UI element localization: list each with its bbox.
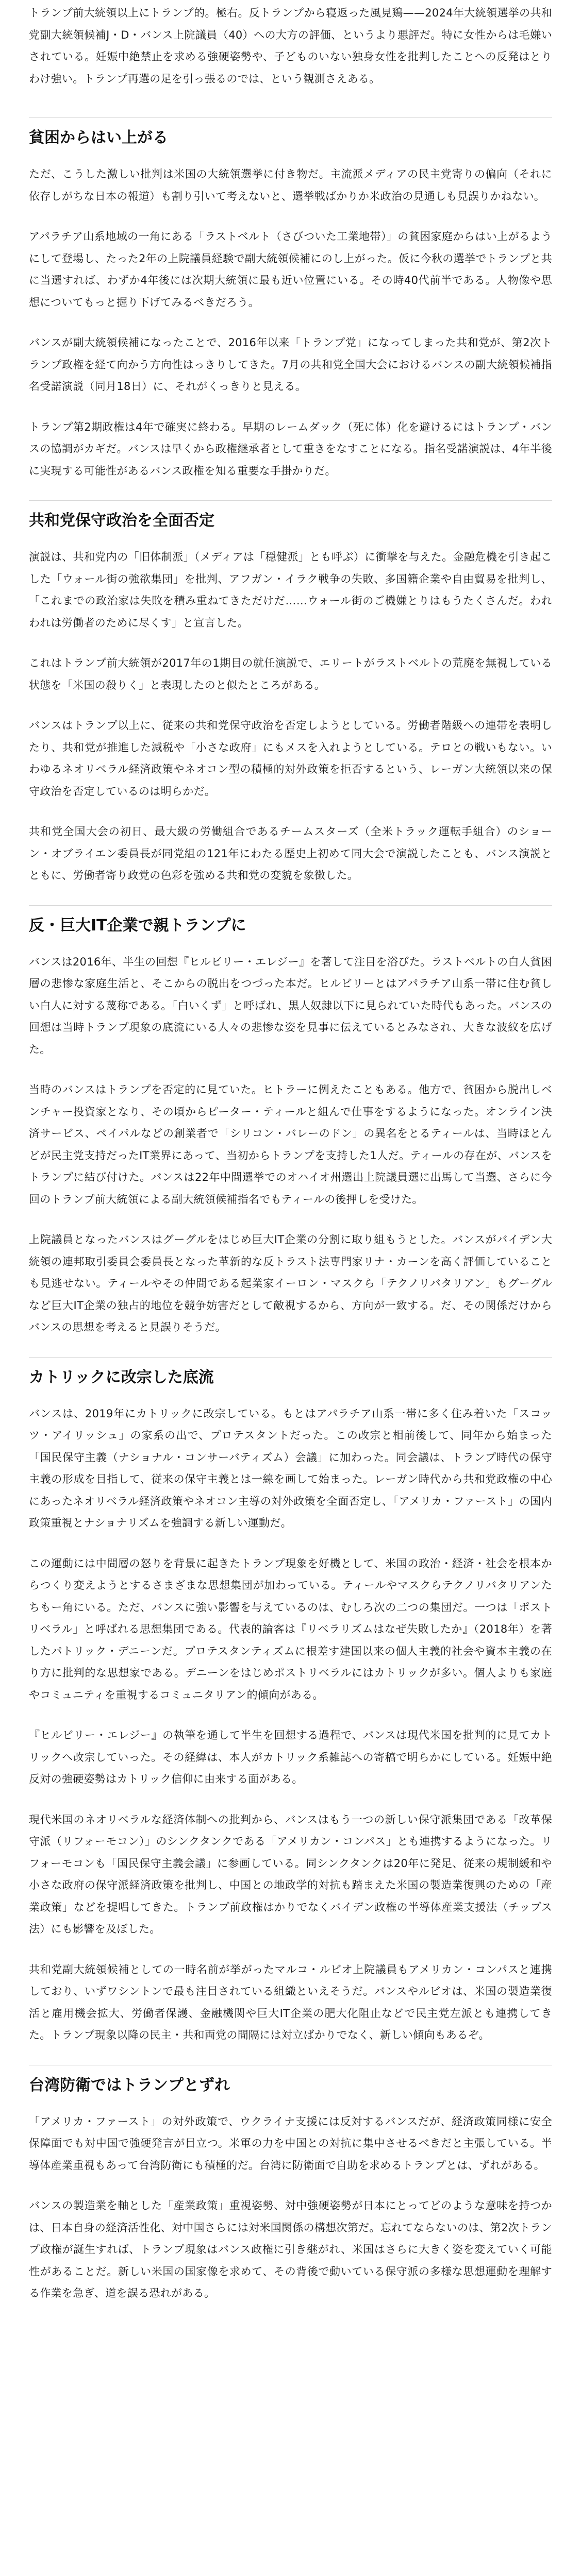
- body-paragraph: ただ、こうした激しい批判は米国の大統領選挙に付き物だ。主流派メディアの民主党寄りの偏向（それに依存しがちな日本の報道）も割り引いて考えないと、選挙戦ばかりか米政治の見通しも見誤りかねない。: [29, 168, 552, 202]
- body-paragraph: 共和党副大統領候補としての一時名前が挙がったマルコ・ルビオ上院議員もアメリカン・コンパスと連携しており、いずワシントンで最も注目されている組織といえそうだ。バンスやルビオは、米国の製造業復活と雇用機会拡大、労働者保護、金融機関や巨大IT企業の肥大化阻止などで民主党左派とも連携してきた。トランプ現象以降の民主・共和両党の間隔には対立ばかりでなく、新しい傾向もあるぞ。: [29, 1963, 552, 2041]
- section-heading: カトリックに改宗した底流: [29, 1357, 552, 1388]
- body-paragraph: バンスが副大統領候補になったことで、2016年以来「トランプ党」になってしまった共和党が、第2次トランプ政権を経て向かう方向性はっきりしてきた。7月の共和党全国大会におけるバンスの副大統領候補指名受諾演説（同月18日）に、それがくっきりと見える。: [29, 336, 552, 393]
- section-gop-denial: [29, 500, 552, 887]
- body-paragraph: 『ヒルビリー・エレジー』の執筆を通して半生を回想する過程で、バンスは現代米国を批判的に見てカトリックへ改宗していった。その経緯は、本人がカトリック系雑誌への寄稿で明らかにしている。妊娠中絶反対の強硬姿勢はカトリック信仰に由来する面がある。: [29, 1729, 552, 1785]
- body-paragraph: トランプ第2期政権は4年で確実に終わる。早期のレームダック（死に体）化を避けるにはトランプ・バンスの協調がカギだ。バンスは早くから政権継承者として重きをなすことになる。指名受諾演説は、4年半後に実現する可能性があるバンス政権を知る重要な手掛かりだ。: [29, 420, 552, 477]
- body-paragraph: この運動には中間層の怒りを背景に起きたトランプ現象を好機として、米国の政治・経済・社会を根本からつくり変えようとするさまざまな思想集団が加わっている。ティールやマスクらテクノリバタリアンたちもー角にいる。ただ、バンスに強い影響を与えているのは、むしろ次の二つの集団だ。一つは「ポストリベラル」と呼ばれる思想集団である。代表的論客は『リベラリズムはなぜ失敗したか』（2018年）を著したパトリック・デニーンだ。プロテスタンティズムに根差す建国以来の個人主義的社会や資本主義の在り方に批判的な思想家である。デニーンをはじめポストリベラルにはカトリックが多い。個人よりも家庭やコミュニティを重視するコミュニタリアン的傾向がある。: [29, 1557, 552, 1701]
- body-paragraph: バンスは2016年、半生の回想『ヒルビリー・エレジー』を著して注目を浴びた。ラストベルトの白人貧困層の悲惨な家庭生活と、そこからの脱出をつづった本だ。ヒルビリーとはアパラチア山系一帯に住む貧しい白人に対する蔑称である。「白いくず」と呼ばれ、黒人奴隷以下に見られていた時代もあった。バンスの回想は当時トランプ現象の底流にいる人々の悲惨な姿を見事に伝えているとみなされ、大きな波紋を広げた。: [29, 955, 552, 1056]
- body-paragraph: アパラチア山系地域の一角にある「ラストベルト（さびついた工業地帯）」の貧困家庭からはい上がるようにして登場し、たった2年の上院議員経験で副大統領候補にのし上がった。仮に今秋の選挙でトランプと共に当選すれば、わずか4年後には次期大統領に最も近い位置にいる。その時40代前半である。人物像や思想についてもっと掘り下げてみるべきだろう。: [29, 230, 552, 309]
- section-poverty: [29, 117, 552, 482]
- section-catholic: [29, 1357, 552, 2046]
- body-paragraph: 上院議員となったバンスはグーグルをはじめ巨大IT企業の分割に取り組もうとした。バンスがバイデン大統領の連邦取引委員会委員長となった革新的な反トラスト法専門家リナ・カーンを高く評価していることも見逃せない。ティールやその仲間である起業家イーロン・マスクら「テクノリバタリアン」もグーグルなど巨大IT企業の独占的地位を競争妨害だとして敵視するから、方向が一致する。だ、その関係だけからバンスの思想を考えると見誤りそうだ。: [29, 1233, 552, 1333]
- section-anti-big-tech: [29, 905, 552, 1338]
- section-heading: 台湾防衛ではトランプとずれ: [29, 2065, 552, 2096]
- intro-paragraph: トランプ前大統領以上にトランプ的。極右。反トランプから寝返った風見鶏——2024年大統領選挙の共和党副大統領候補J・D・バンス上院議員（40）への大方の評価、というより悪評だ。特に女性からは毛嫌いされている。妊娠中絶禁止を求める強硬姿勢や、子どものいない独身女性を批判したことへの反発はとりわけ強い。トランプ再選の足を引っ張るのでは、という観測さえある。: [29, 7, 552, 85]
- body-paragraph: 当時のバンスはトランプを否定的に見ていた。ヒトラーに例えたこともある。他方で、貧困から脱出しベンチャー投資家となり、その頃からピーター・ティールと組んで仕事をするようになった。オンライン決済サービス、ペイパルなどの創業者で「シリコン・バレーのドン」の異名をとるティールは、当時ほとんどが民主党支持だったIT業界にあって、当初からトランプを支持した1人だ。ティールの存在が、バンスをトランプに結び付けた。バンスは22年中間選挙でのオハイオ州選出上院議員選に出馬して当選、さらに今回のトランプ前大統領による副大統領候補指名でもティールの後押しを受けた。: [29, 1083, 552, 1206]
- body-paragraph: 演説は、共和党内の「旧体制派」（メディアは「穏健派」とも呼ぶ）に衝撃を与えた。金融危機を引き起こした「ウォール街の強欲集団」を批判、アフガン・イラク戦争の失敗、多国籍企業や自由貿易を批判し、「これまでの政治家は失敗を積み重ねてきただけだ……ウォール街のご機嫌とりはもうたくさんだ。われわれは労働者のために尽くす」と宣言した。: [29, 551, 552, 629]
- body-paragraph: バンスはトランプ以上に、従来の共和党保守政治を否定しようとしている。労働者階級への連帯を表明したり、共和党が推進した減税や「小さな政府」にもメスを入れようとしている。テロとの戦いもない。いわゆるネオリベラル経済政策やネオコン型の積極的対外政策を拒否するという、レーガン大統領以来の保守政治を否定しているのは明らかだ。: [29, 719, 552, 798]
- section-heading: 貧困からはい上がる: [29, 117, 552, 149]
- section-heading: 共和党保守政治を全面否定: [29, 500, 552, 532]
- body-paragraph: バンスは、2019年にカトリックに改宗している。もとはアパラチア山系一帯に多く住み着いた「スコッツ・アイリッシュ」の家系の出で、プロテスタントだった。この改宗と相前後して、同年から始まった「国民保守主義（ナショナル・コンサーバティズム）会議」に加わった。同会議は、トランプ時代の保守主義の形成を目指して、従来の保守主義とは一線を画して始まった。レーガン時代から共和党政権の中心にあったネオリベラル経済政策やネオコン主導の対外政策を全面否定し、「アメリカ・ファースト」の国内政策重視とナショナリズムを強調する新しい運動だ。: [29, 1407, 552, 1529]
- body-paragraph: バンスの製造業を軸とした「産業政策」重視姿勢、対中強硬姿勢が日本にとってどのような意味を持つかは、日本自身の経済活性化、対中国さらには対米国関係の構想次第だ。忘れてならないのは、第2次トランプ政権が誕生すれば、トランプ現象はバンス政権に引き継がれ、米国はさらに大きく姿を変えていく可能性があることだ。新しい米国の国家像を求めて、その背後で動いている保守派の多様な思想運動を理解する作業を急ぎ、道を誤る恐れがある。: [29, 2199, 552, 2299]
- body-paragraph: これはトランプ前大統領が2017年の1期目の就任演説で、エリートがラストベルトの荒廃を無視している状態を「米国の殺りく」と表現したのと似たところがある。: [29, 657, 552, 691]
- body-paragraph: 現代米国のネオリベラルな経済体制への批判から、バンスはもう一つの新しい保守派集団である「改革保守派（リフォーモコン）」のシンクタンクである「アメリカン・コンパス」とも連携するようになった。リフォーモコンも「国民保守主義会議」に参画している。同シンクタンクは20年に発足、従来の規制緩和や小さな政府の保守派経済政策を批判し、中国との地政学的対抗も踏まえた米国の製造業復興のための「産業政策」などを提唱してきた。トランプ前政権はかりでなくバイデン政権の半導体産業支援法（チップス法）にも影響を及ぼした。: [29, 1813, 552, 1935]
- section-heading: 反・巨大IT企業で親トランプに: [29, 905, 552, 937]
- body-paragraph: 共和党全国大会の初日、最大級の労働組合であるチームスターズ（全米トラック運転手組合）のショーン・オブライエン委員長が同党組の121年にわたる歴史上初めて同大会で演説したことも、バンス演説とともに、労働者寄り政党の色彩を強める共和党の変貌を象徴した。: [29, 825, 552, 882]
- body-paragraph: 「アメリカ・ファースト」の対外政策で、ウクライナ支援には反対するバンスだが、経済政策同様に安全保障面でも対中国で強硬発言が目立つ。米軍の力を中国との対抗に集中させるべきだと主張している。半導体産業重視もあって台湾防衛にも積極的だ。台湾に防衛面で自助を求めるトランプとは、ずれがある。: [29, 2115, 552, 2172]
- section-taiwan: [29, 2065, 552, 2304]
